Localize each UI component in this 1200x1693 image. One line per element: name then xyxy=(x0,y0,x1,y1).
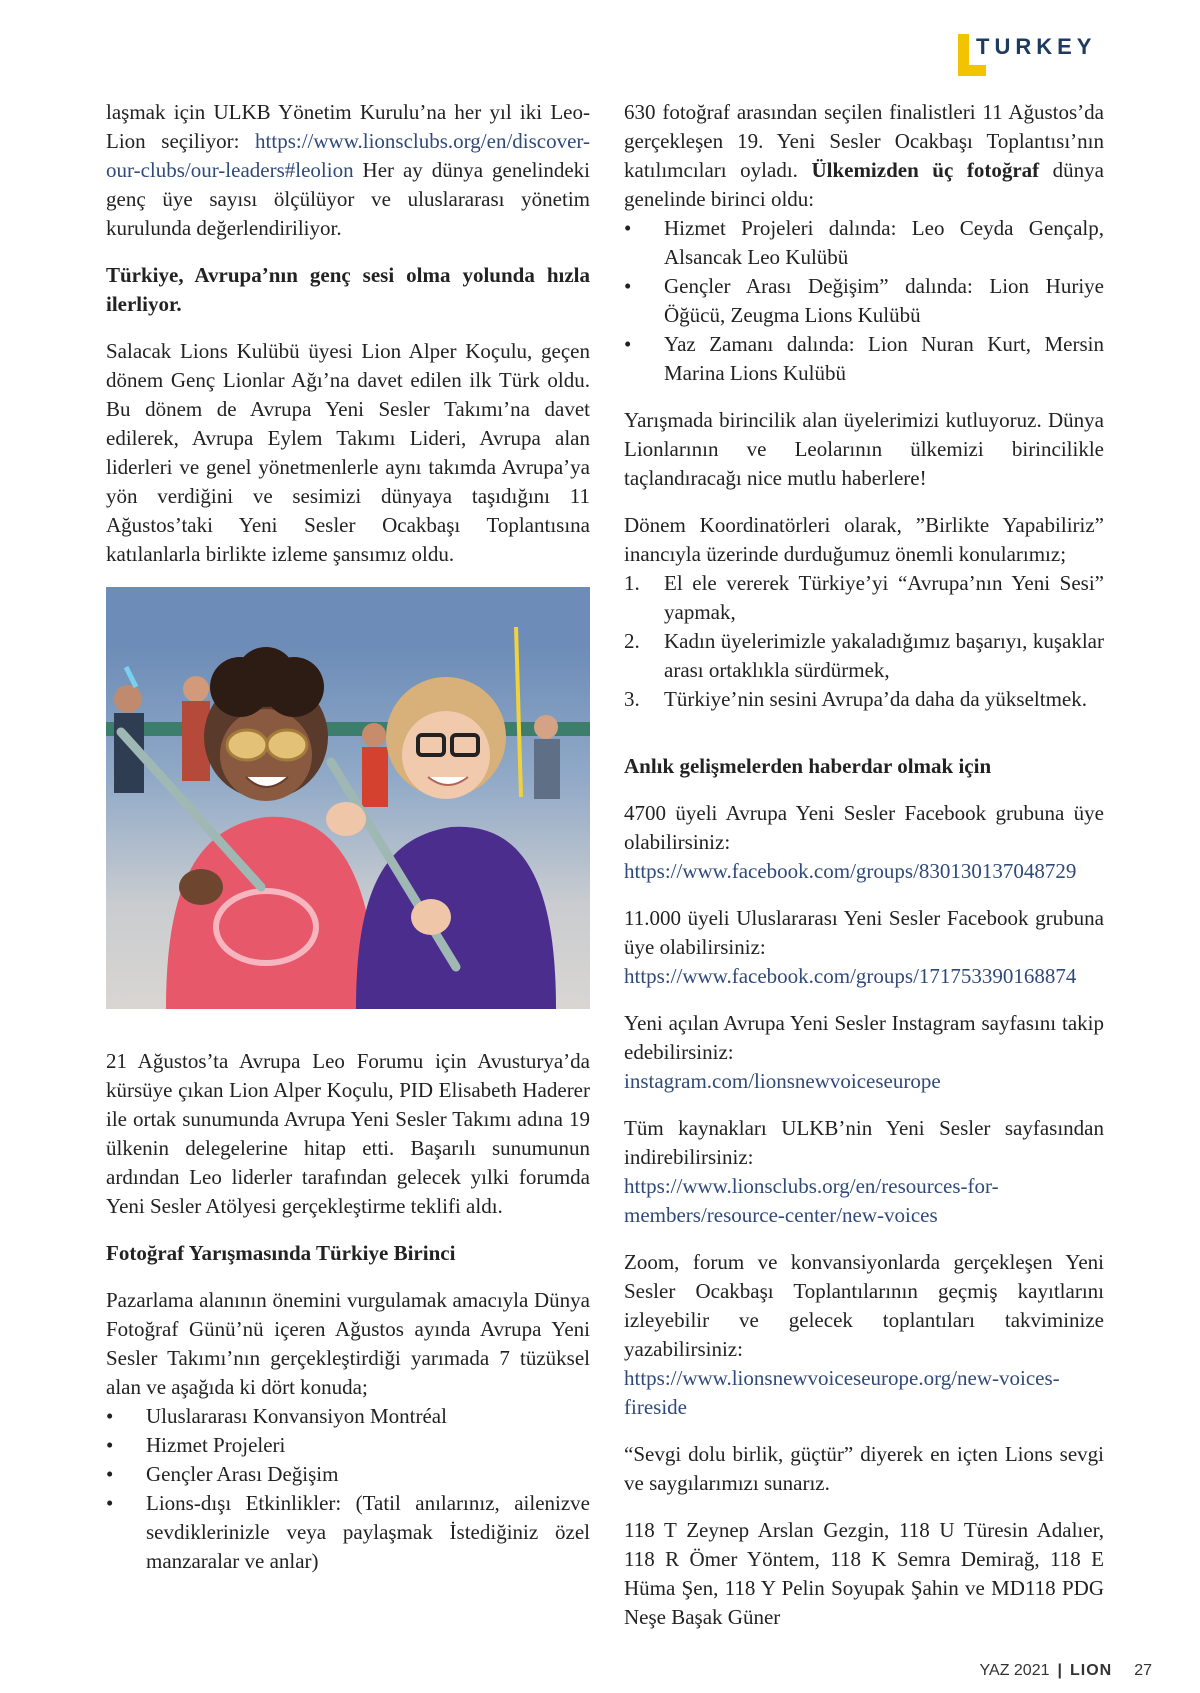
photo-two-leos xyxy=(106,587,590,1009)
link-paragraph: Zoom, forum ve konvansiyonlarda gerçekleşen Yeni Sesler Ocakbaşı Toplantılarının geçmiş kayıtlarını izleyebilir ve gelecek toplantıları takviminize yazabilirsiniz: https://www.lionsnewvoiceseurope.org/new-voices-fireside xyxy=(624,1250,1104,1419)
issue-season: YAZ 2021 xyxy=(979,1662,1050,1679)
intro-paragraph: laşmak için ULKB Yönetim Kurulu’na her yıl iki Leo-Lion seçiliyor: https://www.lionsclubs.org/en/discover-our-clubs/our-leaders#leolion Her ay dünya genelindeki genç üye sayısı ölçülüyor ve uluslararası yönetim kurulunda değerlendiriliyor. xyxy=(106,100,590,240)
list-item: 1. El ele vererek Türkiye’yi “Avrupa’nın Yeni Sesi” yapmak, xyxy=(624,571,1104,624)
section-heading: Türkiye, Avrupa’nın genç sesi olma yolunda hızla ilerliyor. xyxy=(106,263,590,316)
list-item: • Gençler Arası Değişim” dalında: Lion Huriye Öğücü, Zeugma Lions Kulübü xyxy=(624,274,1104,327)
list-item: • Gençler Arası Değişim xyxy=(106,1462,339,1486)
section-heading: Anlık gelişmelerden haberdar olmak için xyxy=(624,754,992,778)
page-footer xyxy=(980,1662,1152,1680)
resources-link[interactable]: https://www.lionsclubs.org/en/resources-for-members/resource-center/new-voices xyxy=(624,1174,999,1227)
page-number: 27 xyxy=(1134,1662,1152,1679)
signature: 118 T Zeynep Arslan Gezgin, 118 U Türesin Adalıer, 118 R Ömer Yöntem, 118 K Semra Demirağ, 118 E Hüma Şen, 118 Y Pelin Soyupak Şahin ve MD118 PDG Neşe Başak Güner xyxy=(624,1518,1104,1629)
list-item: • Hizmet Projeleri dalında: Leo Ceyda Gençalp, Alsancak Leo Kulübü xyxy=(624,216,1104,269)
list-item: • Yaz Zamanı dalında: Lion Nuran Kurt, Mersin Marina Lions Kulübü xyxy=(624,332,1104,385)
list-item: 2. Kadın üyelerimizle yakaladığımız başarıyı, kuşaklar arası ortaklıkla sürdürmek, xyxy=(624,629,1104,682)
paragraph: 630 fotoğraf arasından seçilen finalistleri 11 Ağustos’da gerçekleşen 19. Yeni Sesler Ocakbaşı Toplantısı’nın katılımcıları oyladı. Ülkemizden üç fotoğraf dünya genelinde birinci oldu: xyxy=(624,100,1104,211)
section-heading: Fotoğraf Yarışmasında Türkiye Birinci xyxy=(106,1241,456,1265)
paragraph: Pazarlama alanının önemini vurgulamak amacıyla Dünya Fotoğraf Günü’nü içeren Ağustos ayında Avrupa Yeni Sesler Takımı’nın gerçekleştirdiği yarımada 7 tüzüksel alan ve aşağıda ki dört konuda; xyxy=(106,1288,590,1399)
fireside-link[interactable]: https://www.lionsnewvoiceseurope.org/new-voices-fireside xyxy=(624,1366,1060,1419)
left-column xyxy=(106,98,590,1594)
facebook-international-link[interactable]: https://www.facebook.com/groups/171753390168874 xyxy=(624,964,1077,988)
winners-list xyxy=(624,214,1104,388)
leolion-link[interactable]: https://www.lionsclubs.org/en/discover-our-clubs/our-leaders#leolion xyxy=(106,129,590,182)
facebook-europe-link[interactable]: https://www.facebook.com/groups/830130137048729 xyxy=(624,859,1077,883)
closing-paragraph: “Sevgi dolu birlik, güçtür” diyerek en içten Lions sevgi ve saygılarımızı sunarız. xyxy=(624,1442,1104,1495)
paragraph: Salacak Lions Kulübü üyesi Lion Alper Koçulu, geçen dönem Genç Lionlar Ağı’na davet edilen ilk Türk oldu. Bu dönem de Avrupa Yeni Sesler Takımı’na davet edilerek, Avrupa Eylem Takımı Lideri, Avrupa alan liderleri ve genel yönetmenlerle aynı takımda Avrupa’ya yön verdiğini ve sesimizi dünyaya taşıdığını 11 Ağustos’taki Yeni Sesler Ocakbaşı Toplantısına katılanlarla birlikte izleme şansımız oldu. xyxy=(106,339,590,566)
magazine-name: LION xyxy=(1069,1662,1113,1679)
goals-list xyxy=(624,569,1104,714)
list-item: • Hizmet Projeleri xyxy=(106,1433,286,1457)
list-item: 3. Türkiye’nin sesini Avrupa’da daha da yükseltmek. xyxy=(624,687,1087,711)
link-paragraph: 4700 üyeli Avrupa Yeni Sesler Facebook grubuna üye olabilirsiniz: https://www.facebook.com/groups/830130137048729 xyxy=(624,801,1104,883)
brand-title: TURKEY xyxy=(976,34,1097,59)
link-paragraph: Yeni açılan Avrupa Yeni Sesler Instagram sayfasını takip edebilirsiniz: instagram.com/lionsnewvoiceseurope xyxy=(624,1011,1104,1093)
right-column xyxy=(624,98,1104,1650)
paragraph: Dönem Koordinatörleri olarak, ”Birlikte Yapabiliriz” inancıyla üzerinde durduğumuz önemli konularımız; xyxy=(624,513,1104,566)
link-paragraph: 11.000 üyeli Uluslararası Yeni Sesler Facebook grubuna üye olabilirsiniz: https://www.facebook.com/groups/171753390168874 xyxy=(624,906,1104,988)
list-item: • Lions-dışı Etkinlikler: (Tatil anılarınız, ailenizve sevdiklerinizle veya paylaşmak İstediğiniz özel manzaralar ve anlar) xyxy=(106,1491,590,1573)
brand-header xyxy=(958,34,1108,78)
link-paragraph: Tüm kaynakları ULKB’nin Yeni Sesler sayfasından indirebilirsiniz: https://www.lionsclubs.org/en/resources-for-members/resource-center/new-voices xyxy=(624,1116,1104,1227)
paragraph: Yarışmada birincilik alan üyelerimizi kutluyoruz. Dünya Lionlarının ve Leolarının ülkemizi birincilikle taçlandıracağı nice mutlu haberlere! xyxy=(624,408,1104,490)
paragraph: 21 Ağustos’ta Avrupa Leo Forumu için Avusturya’da kürsüye çıkan Lion Alper Koçulu, PID Elisabeth Haderer ile ortak sunumunda Avrupa Yeni Sesler Takımı adına 19 ülkenin delegelerine hitap etti. Başarılı sunumunun ardından Leo liderler tarafından gelecek yılki forumda Yeni Sesler Atölyesi gerçekleştirme teklifi aldı. xyxy=(106,1049,590,1218)
topic-list xyxy=(106,1402,590,1576)
list-item: • Uluslararası Konvansiyon Montréal xyxy=(106,1404,447,1428)
instagram-link[interactable]: instagram.com/lionsnewvoiceseurope xyxy=(624,1069,941,1093)
footer-separator: | xyxy=(1057,1662,1062,1679)
